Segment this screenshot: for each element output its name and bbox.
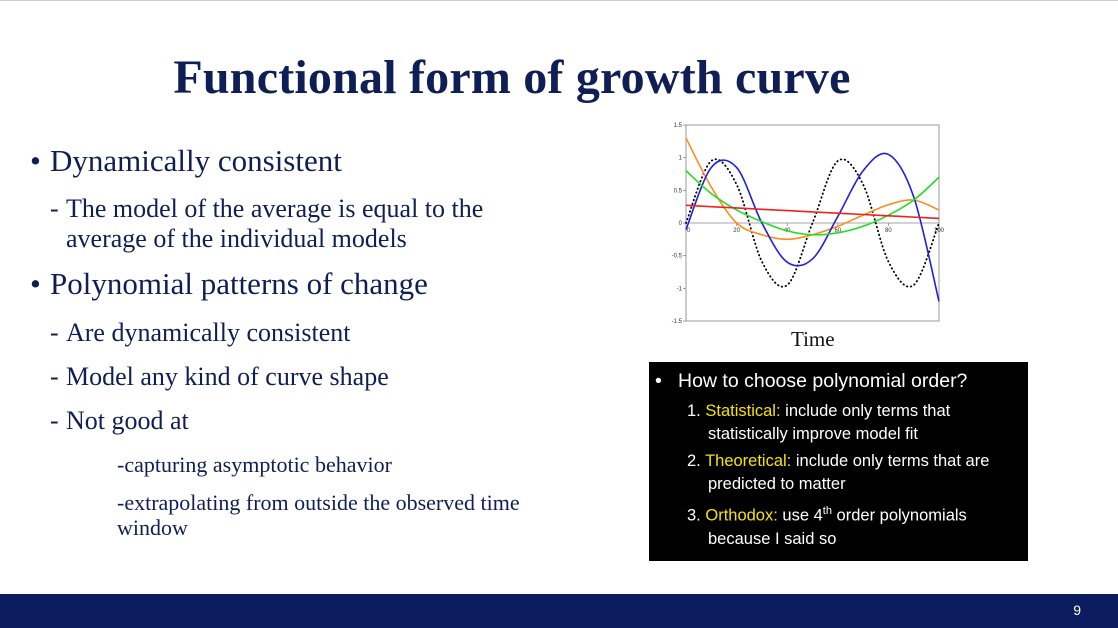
callout-item-1 (687, 400, 950, 446)
y-tick-label: 1 (678, 155, 682, 162)
sub-bullet-text: Are dynamically consistent (66, 318, 351, 347)
x-axis-label: Time (791, 327, 835, 351)
y-tick-label: 1.5 (673, 123, 682, 129)
dash-marker: - (50, 362, 59, 391)
sub-bullet-consistent (50, 318, 570, 348)
dash-marker: - (50, 194, 59, 223)
item-number: 1. (687, 402, 701, 420)
item-rest: include only terms that are (791, 452, 990, 470)
sub-bullet-text: The model of the average is equal to the average of the individual models (66, 194, 484, 253)
item-line2: statistically improve model fit (708, 425, 918, 443)
x-tick-label: 60 (834, 228, 842, 234)
sub-bullet-any-shape (50, 362, 570, 392)
bullet-dot: • (30, 143, 41, 178)
x-tick-label: 0 (687, 228, 691, 234)
callout-item-2 (687, 450, 989, 496)
item-sup: th (822, 505, 832, 517)
callout-item-3 (687, 500, 967, 551)
item-rest: order polynomials (831, 506, 967, 525)
y-tick-label: -0.5 (671, 253, 682, 260)
sub-bullet-text: Not good at (66, 406, 189, 435)
item-key: Statistical: (705, 402, 781, 420)
sub-bullet-average-model (50, 194, 530, 254)
slide-title: Functional form of growth curve (173, 51, 851, 104)
bullet-polynomial-patterns (30, 266, 428, 302)
item-line2: because I said so (708, 529, 837, 548)
footer-bar (0, 594, 1118, 628)
top-border (0, 0, 1118, 1)
sub-bullet-text: Model any kind of curve shape (66, 362, 389, 391)
x-tick-label: 20 (733, 228, 740, 234)
item-number: 2. (687, 452, 701, 470)
bullet-dynamically-consistent (30, 143, 342, 179)
y-tick-label: -1.5 (671, 319, 682, 325)
callout-heading-text: How to choose polynomial order? (678, 370, 968, 392)
item-number: 3. (687, 506, 701, 525)
y-tick-label: 0.5 (673, 188, 682, 195)
page-number: 9 (1073, 602, 1081, 618)
item-rest: include only terms that (780, 402, 951, 420)
x-tick-label: 80 (885, 228, 892, 234)
item-key: Orthodox: (705, 506, 778, 525)
bullet-text: Dynamically consistent (50, 143, 342, 178)
callout-heading (655, 370, 967, 393)
x-tick-label: 40 (783, 228, 791, 234)
growth-curve-chart (668, 118, 948, 333)
item-pre: use 4 (777, 506, 823, 525)
chart-svg (668, 118, 948, 333)
sub-sub-bullet-extrapolating: -extrapolating from outside the observed time window (117, 490, 520, 540)
dash-marker: - (50, 318, 59, 347)
callout-bullet: • (655, 370, 662, 392)
callout-box (649, 362, 1028, 561)
sub-sub-bullet-asymptotic: -capturing asymptotic behavior (117, 452, 392, 477)
y-tick-label: 0 (678, 221, 682, 227)
bullet-dot: • (30, 266, 41, 301)
y-tick-label: -1 (676, 286, 682, 293)
bullet-text: Polynomial patterns of change (50, 266, 428, 301)
item-key: Theoretical: (705, 452, 792, 470)
item-line2: predicted to matter (708, 475, 846, 493)
dash-marker: - (50, 406, 59, 435)
x-tick-label: 100 (933, 228, 945, 234)
sub-bullet-not-good (50, 406, 570, 436)
